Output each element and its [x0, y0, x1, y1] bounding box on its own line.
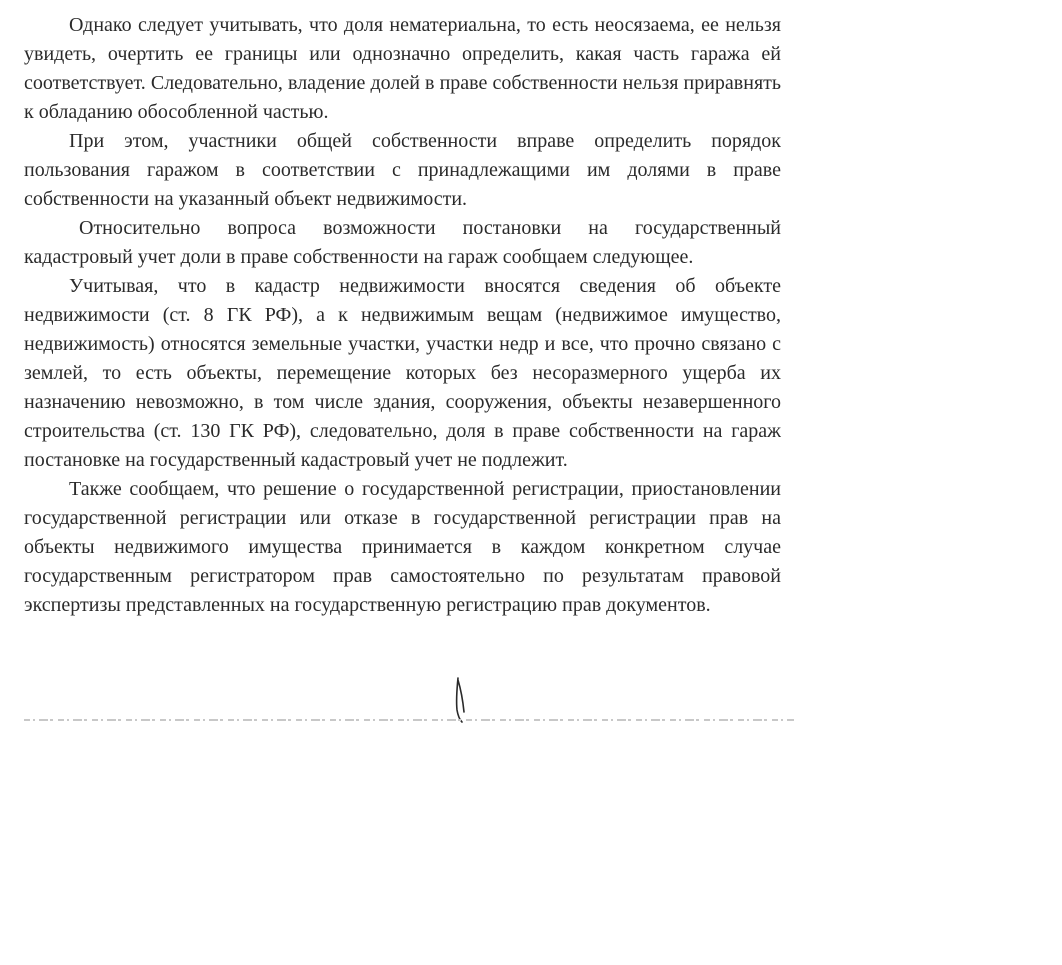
- paragraph-share-intangible: Однако следует учитывать, что доля нематериальна, то есть неосязаема, ее нельзя увидеть, очертить ее границы или однозначно определить, какая часть гаража ей соответствует. Следовательно, владение долей в праве собственности нельзя приравнять к обладанию обособленной частью.: [24, 14, 781, 123]
- document-body: [24, 11, 781, 620]
- scan-artifact-line: [24, 718, 794, 722]
- signature-stroke-icon: [452, 676, 472, 724]
- paragraph-cadastral-question: Относительно вопроса возможности постановки на государственный кадастровый учет доли в праве собственности на гараж сообщаем следующее.: [24, 217, 781, 268]
- paragraph-registration-decision: Также сообщаем, что решение о государственной регистрации, приостановлении государственной регистрации или отказе в государственной регистрации прав на объекты недвижимого имущества принимается в каждом конкретном случае государственным регистратором прав самостоятельно по результатам правовой экспертизы представленных на государственную регистрацию прав документов.: [24, 478, 781, 616]
- paragraph-usage-order: При этом, участники общей собственности вправе определить порядок пользования гаражом в соответствии с принадлежащими им долями в праве собственности на указанный объект недвижимости.: [24, 130, 781, 210]
- paragraph-real-estate-definition: Учитывая, что в кадастр недвижимости вносятся сведения об объекте недвижимости (ст. 8 ГК РФ), а к недвижимым вещам (недвижимое имущество, недвижимость) относятся земельные участки, участки недр и все, что прочно связано с землей, то есть объекты, перемещение которых без несоразмерного ущерба их назначению невозможно, в том числе здания, сооружения, объекты незавершенного строительства (ст. 130 ГК РФ), следовательно, доля в праве собственности на гараж постановке на государственный кадастровый учет не подлежит.: [24, 275, 781, 471]
